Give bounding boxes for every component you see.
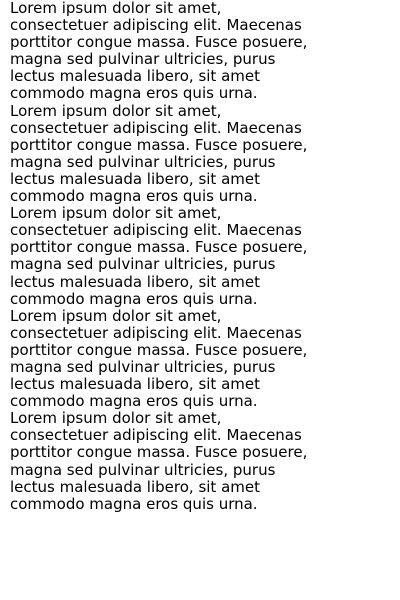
text-line: porttitor congue massa. Fusce posuere,: [10, 238, 308, 257]
text-line: porttitor congue massa. Fusce posuere,: [10, 135, 308, 154]
text-line: lectus malesuada libero, sit amet: [10, 169, 260, 188]
text-line: porttitor congue massa. Fusce posuere,: [10, 33, 308, 52]
paragraph-5: [10, 410, 310, 513]
text-line: lectus malesuada libero, sit amet: [10, 375, 260, 394]
text-line: commodo magna eros quis urna.: [10, 392, 258, 411]
paragraph-1: [10, 0, 310, 103]
text-line: commodo magna eros quis urna.: [10, 187, 258, 206]
paragraph-4: [10, 308, 310, 411]
text-line: consectetuer adipiscing elit. Maecenas: [10, 323, 302, 342]
text-line: Lorem ipsum dolor sit amet,: [10, 101, 222, 120]
text-line: commodo magna eros quis urna.: [10, 289, 258, 308]
paragraph-2: [10, 103, 310, 206]
text-line: commodo magna eros quis urna.: [10, 84, 258, 103]
text-line: magna sed pulvinar ultricies, purus: [10, 255, 276, 274]
text-line: Lorem ipsum dolor sit amet,: [10, 409, 222, 428]
text-line: consectetuer adipiscing elit. Maecenas: [10, 221, 302, 240]
text-line: porttitor congue massa. Fusce posuere,: [10, 443, 308, 462]
text-line: magna sed pulvinar ultricies, purus: [10, 50, 276, 69]
paragraph-3: [10, 205, 310, 308]
text-line: Lorem ipsum dolor sit amet,: [10, 204, 222, 223]
text-line: magna sed pulvinar ultricies, purus: [10, 357, 276, 376]
text-line: porttitor congue massa. Fusce posuere,: [10, 340, 308, 359]
text-line: commodo magna eros quis urna.: [10, 494, 258, 513]
text-line: Lorem ipsum dolor sit amet,: [10, 0, 222, 17]
text-line: lectus malesuada libero, sit amet: [10, 477, 260, 496]
text-line: consectetuer adipiscing elit. Maecenas: [10, 118, 302, 137]
text-line: magna sed pulvinar ultricies, purus: [10, 460, 276, 479]
document-body: [10, 0, 310, 513]
text-line: lectus malesuada libero, sit amet: [10, 272, 260, 291]
text-line: lectus malesuada libero, sit amet: [10, 67, 260, 86]
text-line: magna sed pulvinar ultricies, purus: [10, 152, 276, 171]
text-line: Lorem ipsum dolor sit amet,: [10, 306, 222, 325]
text-line: consectetuer adipiscing elit. Maecenas: [10, 426, 302, 445]
text-line: consectetuer adipiscing elit. Maecenas: [10, 16, 302, 35]
